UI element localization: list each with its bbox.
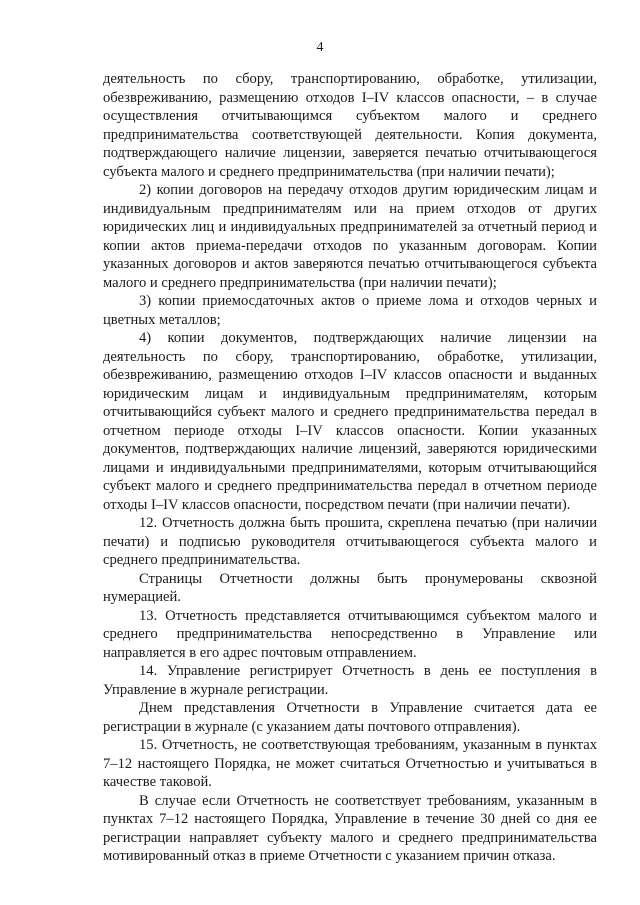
document-body [103, 70, 597, 866]
paragraph-clause-12: 12. Отчетность должна быть прошита, скреплена печатью (при наличии печати) и подписью руководителя отчитывающегося субъекта малого и среднего предпринимательства. [103, 515, 597, 568]
paragraph-clause-15: 15. Отчетность, не соответствующая требованиям, указанным в пунктах 7–12 настоящего Порядка, не может считаться Отчетностью и учитываться в качестве таковой. [103, 737, 597, 790]
paragraph-page-numbering: Страницы Отчетности должны быть пронумерованы сквозной нумерацией. [103, 570, 597, 605]
paragraph-item-3-acceptance-acts: 3) копии приемосдаточных актов о приеме лома и отходов черных и цветных металлов; [103, 293, 597, 328]
paragraph-refusal: В случае если Отчетность не соответствует требованиям, указанным в пунктах 7–12 настоящего Порядка, Управление в течение 30 дней со дня ее регистрации направляет субъекту малого и среднего предпринимательства мотивированный отказ в приеме Отчетности с указанием причин отказа. [103, 792, 597, 864]
paragraph-item-2-contracts: 2) копии договоров на передачу отходов другим юридическим лицам и индивидуальным предпринимателям или на прием отходов от других юридических лиц и индивидуальных предпринимателей за отчетный период и копии актов приема-передачи отходов по указанным договорам. Копии указанных договоров и актов заверяются печатью отчитывающегося субъекта малого и среднего предпринимательства (при наличии печати); [103, 182, 597, 291]
paragraph-submission-date: Днем представления Отчетности в Управление считается дата ее регистрации в журнале (с указанием даты почтового отправления). [103, 700, 597, 735]
paragraph-item-4-license-documents: 4) копии документов, подтверждающих наличие лицензии на деятельность по сбору, транспортированию, обработке, утилизации, обезвреживанию, размещению отходов I–IV классов опасности и выданных юридическим лицам и индивидуальным предпринимателям, которым отчитывающийся субъект малого и среднего предпринимательства передал в отчетном периоде отходы I–IV классов опасности. Копии указанных документов, подтверждающих наличие лицензий, заверяются юридическими лицами и индивидуальными предпринимателями, которым отчитывающийся субъект малого и среднего предпринимательства передал в отчетном периоде отходы I–IV классов опасности, посредством печати (при наличии печати). [103, 330, 597, 513]
page-number: 4 [316, 40, 324, 55]
paragraph-clause-14: 14. Управление регистрирует Отчетность в день ее поступления в Управление в журнале регистрации. [103, 663, 597, 698]
paragraph-clause-13: 13. Отчетность представляется отчитывающимся субъектом малого и среднего предпринимательства непосредственно в Управление или направляется в его адрес почтовым отправлением. [103, 607, 597, 661]
paragraph-license-copy: деятельность по сбору, транспортированию, обработке, утилизации, обезвреживанию, размещению отходов I–IV классов опасности, – в случае осуществления отчитывающимся субъектом малого и среднего предпринимательства соответствующей деятельности. Копия документа, подтверждающего наличие лицензии, заверяется печатью отчитывающегося субъекта малого и среднего предпринимательства (при наличии печати); [103, 71, 597, 180]
